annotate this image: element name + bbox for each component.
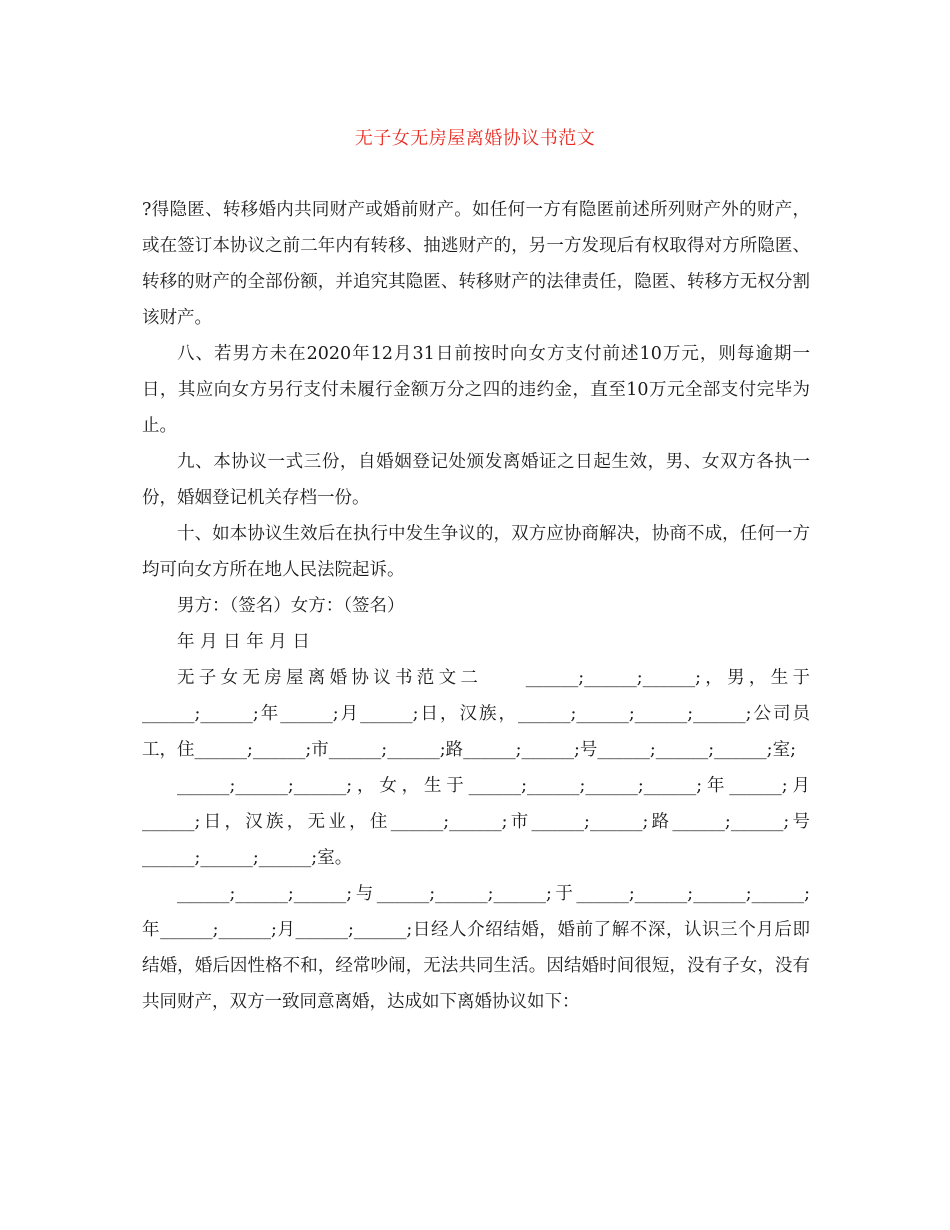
paragraph-template-two-female: ______;______;______;，女，生于______;______;______;______;年______;月______;日，汉族，无业，住______;______;市______;______;路______;______;号______;______;______;室。 bbox=[142, 776, 810, 868]
paragraph-continuation: ?得隐匿、转移婚内共同财产或婚前财产。如任何一方有隐匿前述所列财产外的财产，或在签订本协议之前二年内有转移、抽逃财产的，另一方发现后有权取得对方所隐匿、转移的财产的全部份额，并追究其隐匿、转移财产的法律责任，隐匿、转移方无权分割该财产。 bbox=[142, 200, 810, 328]
paragraph-clause-10: 十、如本协议生效后在执行中发生争议的，双方应协商解决，协商不成，任何一方均可向女方所在地人民法院起诉。 bbox=[142, 524, 810, 580]
date-line: 年 月 日 年 月 日 bbox=[177, 632, 310, 652]
paragraph-clause-8: 八、若男方未在2020年12月31日前按时向女方支付前述10万元，则每逾期一日，其应向女方另行支付未履行金额万分之四的违约金，直至10万元全部支付完毕为止。 bbox=[142, 344, 810, 436]
paragraph-template-two-male: 无子女无房屋离婚协议书范文二 ______;______;______;，男，生于______;______;年______;月______;日，汉族，______;______;______;______;公司员工，住______;______;市______;______;路______;______;号______;______;______;室; bbox=[142, 668, 810, 760]
document-body bbox=[142, 192, 810, 1020]
paragraph-clause-9: 九、本协议一式三份，自婚姻登记处颁发离婚证之日起生效，男、女双方各执一份，婚姻登记机关存档一份。 bbox=[142, 452, 810, 508]
signature-line: 男方：（签名）女方：（签名） bbox=[177, 596, 405, 616]
paragraph-template-two-marriage: ______;______;______;与______;______;______;于______;______;______;______;年______;______;月______;______;日经人介绍结婚，婚前了解不深，认识三个月后即结婚，婚后因性格不和，经常吵闹，无法共同生活。因结婚时间很短，没有子女，没有共同财产，双方一致同意离婚，达成如下离婚协议如下： bbox=[142, 884, 810, 1012]
document-title: 无子女无房屋离婚协议书范文 bbox=[354, 128, 596, 149]
